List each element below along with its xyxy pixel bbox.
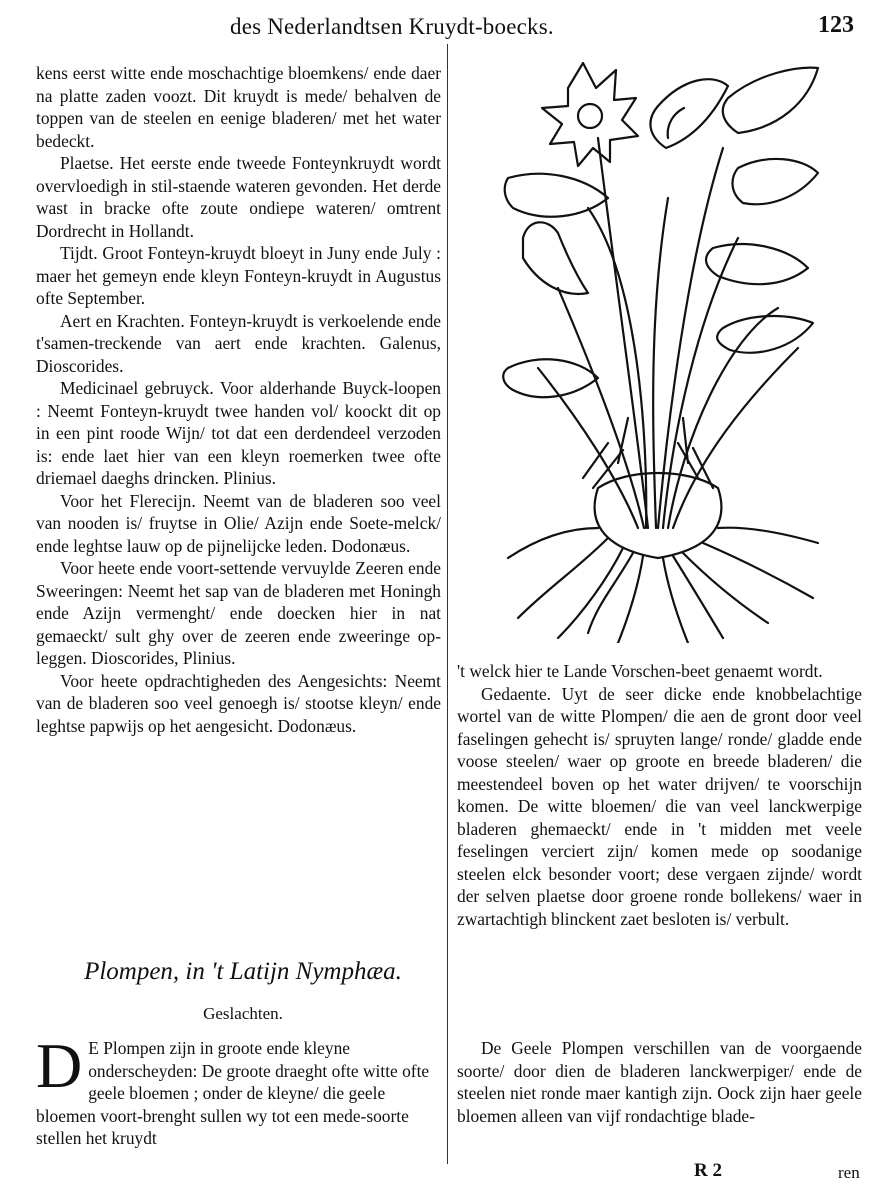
paragraph: kens eerst witte ende moschachtige bloemkens/ ende daer na platte zaden voozt. Dit kruydt is mede/ behalven de toppen van de steelen en eenige bladeren/ met het water bedeckt. (36, 63, 441, 151)
water-lily-illustration (498, 58, 833, 643)
drop-cap: D (36, 1030, 83, 1101)
paragraph: Voor heete ende voort-settende vervuylde Zeeren ende Sweeringen: Neemt het sap van de bladeren met Honingh ende Azijn vermenght/ ende doecken hier in nat gemaeckt/ sult ghy over de zeeren ende zweeringe op-leggen. Dioscorides, Plinius. (36, 558, 441, 668)
dropcap-paragraph (36, 1030, 441, 1150)
section-subtitle: Geslachten. (203, 1004, 283, 1023)
paragraph: Voor het Flerecijn. Neemt van de bladeren soo veel van nooden is/ fruytse in Olie/ Azijn ende Soete-melck/ ende leghtse lauw op de pijnelijcke leden. Dodonæus. (36, 490, 441, 556)
paragraph: De Geele Plompen verschillen van de voorgaende soorte/ door dien de bladeren lanckwerpiger/ ende de steelen niet ronde maer kantigh zijn. Oock zijn haer geele bloemen alleen van vijf rondachtige blade- (457, 1038, 862, 1126)
left-column (36, 62, 441, 737)
signature-mark: R 2 (694, 1160, 722, 1181)
paragraph: Plaetse. Het eerste ende tweede Fonteynkruydt wordt overvloedigh in stil-staende wateren gevonden. Het derde wast in bracke ofte zoute ondiepe wateren/ omtrent Dordrecht in Hollandt. (36, 153, 441, 241)
paragraph: Tijdt. Groot Fonteyn-kruydt bloeyt in Juny ende July : maer het gemeyn ende kleyn Fonteyn-kruydt in Augustus ofte September. (36, 243, 441, 308)
paragraph-text: E Plompen zijn in groote ende kleyne onderscheyden: De groote draeght ofte witte ofte geele bloemen ; onder de kleyne/ die geele bloemen voort-brenght sullen wy tot een mede-soorte stellen het kruydt (36, 1038, 430, 1148)
paragraph: Aert en Krachten. Fonteyn-kruydt is verkoelende ende t'samen-treckende van aert ende krachten. Galenus, Dioscorides. (36, 310, 441, 376)
section-title: Plompen, in 't Latijn Nymphæa. (84, 958, 402, 985)
right-column-bottom (457, 1037, 862, 1127)
column-rule (447, 44, 448, 1164)
running-head: des Nederlandtsen Kruydt-boecks. (230, 14, 554, 39)
right-column-top (457, 660, 862, 930)
paragraph: Voor heete opdrachtigheden des Aengesichts: Neemt van de bladeren soo veel genoegh is/ stootse kleyn/ ende leghtse papwijs op het aengesicht. Dodonæus. (36, 670, 441, 736)
page-number: 123 (818, 12, 854, 38)
paragraph: 't welck hier te Lande Vorschen-beet genaemt wordt. (457, 661, 823, 681)
catchword: ren (838, 1163, 860, 1182)
paragraph: Medicinael gebruyck. Voor alderhande Buyck-loopen : Neemt Fonteyn-kruydt twee handen vol/ koockt dit op in een pint roode Wijn/ tot dat een derdendeel verzoden is: ende laet hier van een kleyn roemerken twee ofte driemael daeghs drincken. Plinius. (36, 378, 441, 488)
paragraph: Gedaente. Uyt de seer dicke ende knobbelachtige wortel van de witte Plompen/ die aen de gront door veel faselingen gehecht is/ spruyten lange/ ronde/ gladde ende voose steelen/ waer op groote en breede bladeren/ die meestendeel boven op het water drijven/ te voorschijn komen. De witte bloemen/ die van veel lanckwerpige bladeren ghemaeckt/ ende in 't midden met veele feselingen verciert zijn/ komen mede op soodanige steelen elck besonder voort; dese vergaen zijnde/ wordt der selven plaetse door groene ronde bollekens/ waer in zwartachtigh blinckent zaet besloten is/ verbult. (457, 683, 862, 929)
